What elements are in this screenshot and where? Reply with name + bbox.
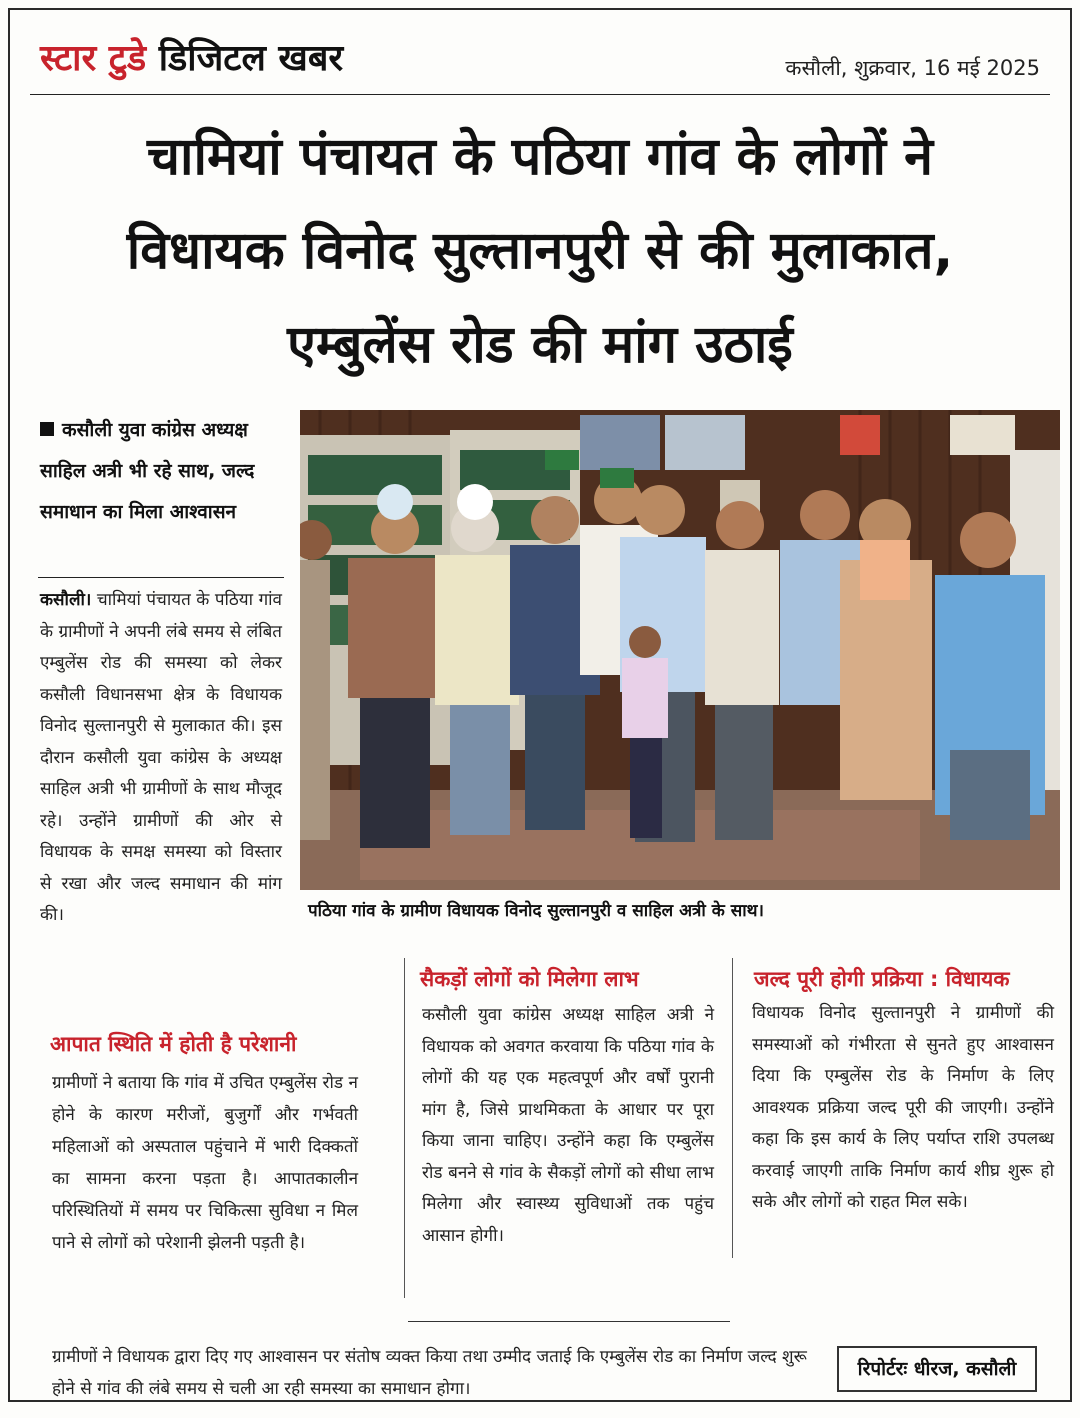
brand-name-black: डिजिटल खबर	[158, 38, 344, 79]
closing-paragraph: ग्रामीणों ने विधायक द्वारा दिए गए आश्वासन पर संतोष व्यक्त किया तथा उम्मीद जताई कि एम्बुलेंस रोड का निर्माण जल्द शुरू होने से गांव की लंबे समय से चली आ रही समस्या का समाधान होगा।	[52, 1347, 807, 1399]
intro-text: चामियां पंचायत के पठिया गांव के ग्रामीणों ने अपनी लंबे समय से लंबित एम्बुलेंस रोड की समस्या को लेकर कसौली विधानसभा क्षेत्र के विधायक विनोद सुल्तानपुरी से मुलाकात की। इस दौरान कसौली युवा कांग्रेस के अध्यक्ष साहिल अत्री भी ग्रामीणों के साथ मौजूद रहे। उन्होंने ग्रामीणों की ओर से विधायक के समक्ष समस्या को विस्तार से रखा और जल्द समाधान की मांग की।	[40, 590, 282, 925]
section-text-benefit: कसौली युवा कांग्रेस अध्यक्ष साहिल अत्री ने विधायक को अवगत करवाया कि पठिया गांव के लोगों की यह एक महत्वपूर्ण और वर्षों पुरानी मांग है, जिसे प्राथमिकता के आधार पर पूरा किया जाना चाहिए। उन्होंने कहा कि एम्बुलेंस रोड बनने से गांव के सैकड़ों लोगों को सीधा लाभ मिलेगा और स्वास्थ्य सुविधाओं तक पहुंच आसान होगी।	[422, 1005, 714, 1246]
section-heading-process: जल्द पूरी होगी प्रक्रिया : विधायक	[754, 967, 1010, 991]
dateline-place: कसौली।	[40, 590, 92, 610]
section-text-process: विधायक विनोद सुल्तानपुरी ने ग्रामीणों की समस्याओं को गंभीरता से सुनते हुए आश्वासन दिया कि एम्बुलेंस रोड के निर्माण के लिए आवश्यक प्रक्रिया जल्द पूरी की जाएगी। उन्होंने कहा कि इस कार्य के लिए पर्याप्त राशि उपलब्ध करवाई जाएगी ताकि निर्माण कार्य शीघ्र शुरू हो सके और लोगों को राहत मिल सके।	[752, 1003, 1054, 1212]
divider	[408, 1321, 730, 1322]
group-photo-illustration	[300, 410, 1060, 890]
photo-caption: पठिया गांव के ग्रामीण विधायक विनोद सुल्तानपुरी व साहिल अत्री के साथ।	[308, 901, 764, 921]
section-text-emergency: ग्रामीणों ने बताया कि गांव में उचित एम्बुलेंस रोड न होने के कारण मरीजों, बुजुर्गों और गर्भवती महिलाओं को अस्पताल पहुंचाने में भारी दिक्कतों का सामना करना पड़ता है। आपातकालीन परिस्थितियों में समय पर चिकित्सा सुविधा न मिल पाने से लोगों को परेशानी झेलनी पड़ती है।	[52, 1073, 358, 1253]
masthead	[30, 24, 1050, 95]
brand-logo	[40, 32, 343, 81]
intro-paragraph	[40, 585, 282, 932]
headline	[30, 110, 1050, 392]
bullet-square-icon	[40, 422, 54, 436]
column-divider	[732, 958, 733, 1258]
section-heading-emergency: आपात स्थिति में होती है परेशानी	[50, 1032, 297, 1056]
headline-line-1: चामियां पंचायत के पठिया गांव के लोगों ने	[147, 127, 933, 187]
brand-name-red: स्टार टुडे	[40, 38, 147, 79]
subheadline	[40, 410, 285, 533]
column-divider	[404, 958, 405, 1298]
news-photo	[300, 410, 1060, 890]
reporter-credit-box: रिपोर्टरः धीरज, कसौली	[837, 1346, 1037, 1392]
dateline: कसौली, शुक्रवार, 16 मई 2025	[785, 56, 1040, 80]
headline-line-2: विधायक विनोद सुल्तानपुरी से की मुलाकात,	[126, 221, 954, 281]
headline-line-3: एम्बुलेंस रोड की मांग उठाई	[287, 315, 793, 375]
section-heading-benefit: सैकड़ों लोगों को मिलेगा लाभ	[420, 967, 639, 991]
subheadline-text: कसौली युवा कांग्रेस अध्यक्ष साहिल अत्री भी रहे साथ, जल्द समाधान का मिला आश्वासन	[40, 419, 255, 523]
divider	[38, 577, 284, 578]
newspaper-page	[8, 8, 1072, 1402]
